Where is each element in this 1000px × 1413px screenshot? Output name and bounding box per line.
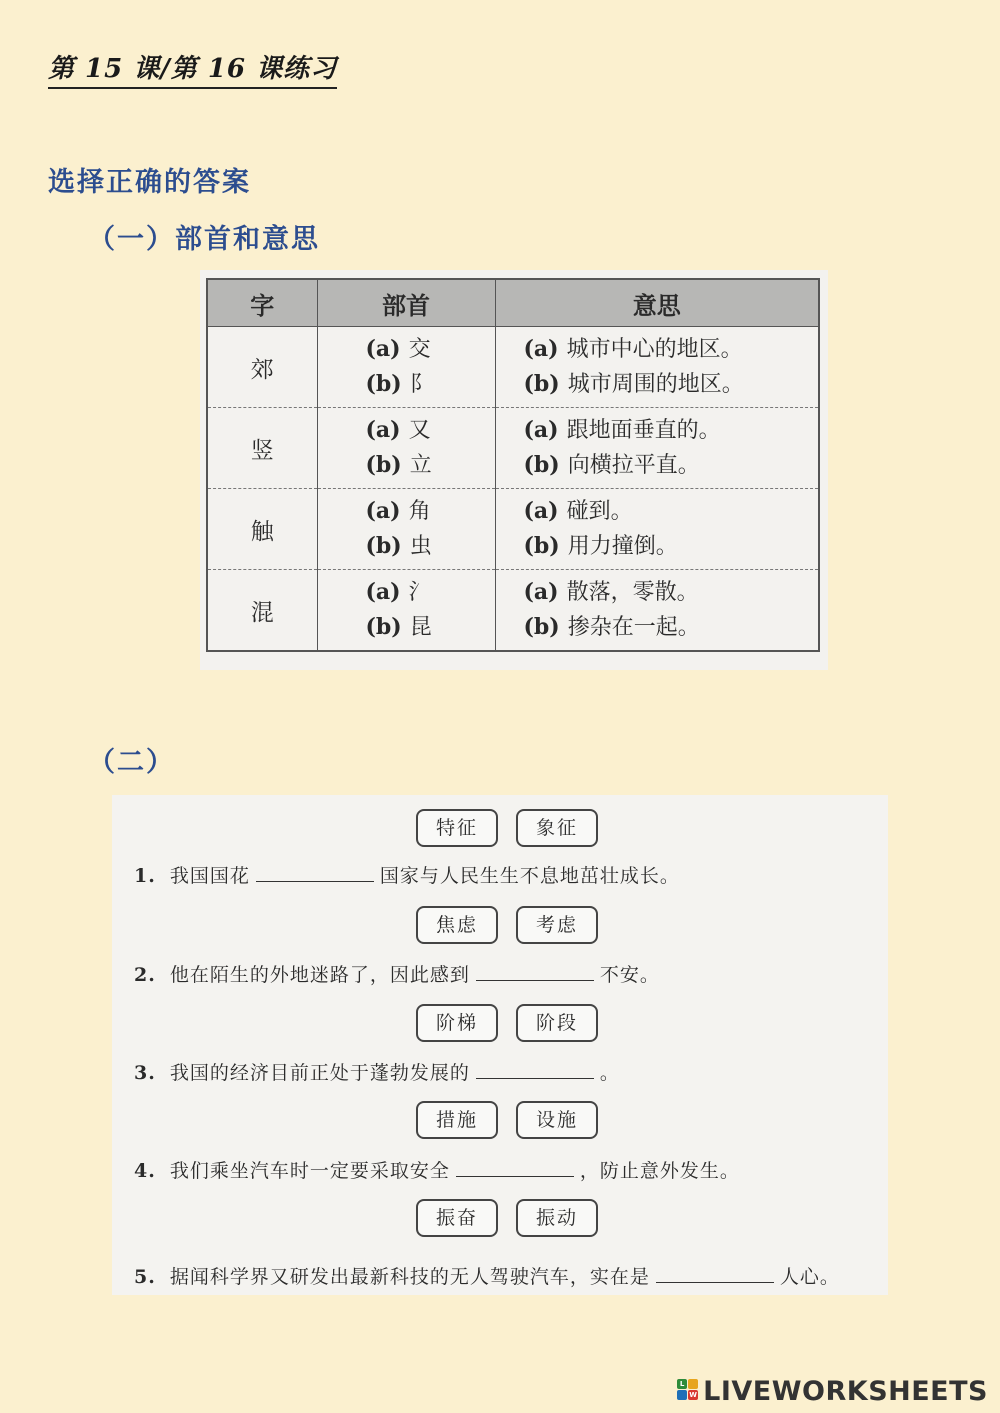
- word-choice-button[interactable]: 特征: [416, 809, 498, 847]
- char-cell: 郊: [207, 327, 317, 408]
- table-row: [207, 570, 819, 652]
- word-choice-button[interactable]: 焦虑: [416, 906, 498, 944]
- question-sentence: [134, 861, 680, 888]
- column-header-char: 字: [207, 279, 317, 327]
- word-choice-button[interactable]: 阶梯: [416, 1004, 498, 1042]
- liveworksheets-watermark: [677, 1376, 988, 1406]
- meaning-option[interactable]: [496, 529, 819, 564]
- char-cell: 触: [207, 489, 317, 570]
- option-text: 掺杂在一起。: [567, 615, 700, 640]
- column-header-radical: 部首: [317, 279, 495, 327]
- meaning-option[interactable]: [496, 494, 819, 529]
- word-choice-button[interactable]: 阶段: [516, 1004, 598, 1042]
- meaning-option[interactable]: [496, 367, 819, 402]
- radical-option[interactable]: [318, 413, 495, 448]
- radical-option[interactable]: [318, 332, 495, 367]
- option-text: 立: [409, 453, 432, 478]
- question-sentence: [134, 1262, 840, 1289]
- fill-in-panel: [112, 795, 888, 1295]
- option-text: 阝: [409, 372, 432, 397]
- option-text: 碰到。: [566, 499, 633, 524]
- meaning-options-cell: [495, 408, 819, 489]
- word-choice-button[interactable]: 设施: [516, 1101, 598, 1139]
- answer-blank[interactable]: [656, 1262, 774, 1283]
- section2-heading: （二）: [88, 747, 175, 778]
- option-label: (a): [523, 336, 559, 362]
- option-label: (b): [523, 371, 560, 397]
- option-text: 城市中心的地区。: [566, 337, 743, 362]
- option-label: (b): [523, 452, 560, 478]
- option-label: (b): [365, 452, 402, 478]
- sentence-before-blank: 据闻科学界又研发出最新科技的无人驾驶汽车，实在是: [169, 1266, 650, 1288]
- option-text: 散落，零散。: [566, 580, 699, 605]
- liveworksheets-logo-icon: L W: [677, 1379, 699, 1403]
- char-cell: 混: [207, 570, 317, 652]
- question-number: 3.: [134, 1062, 156, 1084]
- word-choice-button[interactable]: 象征: [516, 809, 598, 847]
- question-sentence: [134, 1058, 620, 1085]
- word-choice-button[interactable]: 振动: [516, 1199, 598, 1237]
- option-text: 向横拉平直。: [567, 453, 700, 478]
- sentence-before-blank: 我国的经济目前正处于蓬勃发展的: [169, 1062, 470, 1084]
- meaning-option[interactable]: [496, 413, 819, 448]
- meaning-options-cell: [495, 570, 819, 652]
- radical-options-cell: [317, 489, 495, 570]
- sentence-before-blank: 我国国花: [169, 865, 250, 887]
- sentence-after-blank: ，防止意外发生。: [579, 1160, 740, 1182]
- answer-blank[interactable]: [476, 1058, 594, 1079]
- sentence-before-blank: 他在陌生的外地迷路了，因此感到: [169, 964, 470, 986]
- option-text: 跟地面垂直的。: [566, 418, 721, 443]
- radical-table-panel: [200, 270, 828, 670]
- option-label: (a): [365, 579, 401, 605]
- sentence-after-blank: 不安。: [599, 964, 660, 986]
- question-number: 1.: [134, 865, 156, 887]
- instruction: 选择正确的答案: [48, 167, 251, 198]
- option-text: 交: [408, 337, 431, 362]
- radical-option[interactable]: [318, 367, 495, 402]
- option-text: 又: [408, 418, 431, 443]
- char-cell: 竖: [207, 408, 317, 489]
- option-label: (a): [365, 336, 401, 362]
- section1-heading: （一）部首和意思: [88, 224, 320, 255]
- option-text: 用力撞倒。: [567, 534, 678, 559]
- option-label: (a): [523, 498, 559, 524]
- option-label: (b): [523, 533, 560, 559]
- option-text: 昆: [409, 615, 432, 640]
- answer-blank[interactable]: [456, 1156, 574, 1177]
- sentence-before-blank: 我们乘坐汽车时一定要采取安全: [169, 1160, 450, 1182]
- radical-option[interactable]: [318, 610, 495, 645]
- radical-options-cell: [317, 327, 495, 408]
- table-header-row: [207, 279, 819, 327]
- option-text: 角: [408, 499, 431, 524]
- sentence-after-blank: 国家与人民生生不息地茁壮成长。: [379, 865, 680, 887]
- meaning-options-cell: [495, 327, 819, 408]
- option-label: (a): [523, 417, 559, 443]
- option-label: (b): [523, 614, 560, 640]
- watermark-text: LIVEWORKSHEETS: [703, 1375, 988, 1407]
- radical-option[interactable]: [318, 494, 495, 529]
- question-number: 5.: [134, 1266, 156, 1288]
- answer-blank[interactable]: [256, 861, 374, 882]
- radical-option[interactable]: [318, 529, 495, 564]
- question-sentence: [134, 960, 660, 987]
- option-label: (b): [365, 533, 402, 559]
- table-row: [207, 408, 819, 489]
- radical-options-cell: [317, 408, 495, 489]
- table-row: [207, 327, 819, 408]
- option-label: (a): [365, 417, 401, 443]
- option-label: (a): [365, 498, 401, 524]
- sentence-after-blank: 。: [599, 1062, 620, 1084]
- option-text: 氵: [408, 580, 431, 605]
- question-number: 2.: [134, 964, 156, 986]
- word-choice-button[interactable]: 措施: [416, 1101, 498, 1139]
- lesson-title: 第 15 课/第 16 课练习: [48, 48, 337, 89]
- option-label: (a): [523, 579, 559, 605]
- question-sentence: [134, 1156, 740, 1183]
- column-header-meaning: 意思: [495, 279, 819, 327]
- meaning-option[interactable]: [496, 332, 819, 367]
- option-label: (b): [365, 614, 402, 640]
- option-text: 虫: [409, 534, 432, 559]
- option-label: (b): [365, 371, 402, 397]
- answer-blank[interactable]: [476, 960, 594, 981]
- radical-option[interactable]: [318, 448, 495, 483]
- radical-table: [206, 278, 820, 652]
- table-body: [207, 327, 819, 652]
- meaning-options-cell: [495, 489, 819, 570]
- word-choice-button[interactable]: 考虑: [516, 906, 598, 944]
- radical-options-cell: [317, 570, 495, 652]
- meaning-option[interactable]: [496, 610, 819, 645]
- word-choice-button[interactable]: 振奋: [416, 1199, 498, 1237]
- question-number: 4.: [134, 1160, 156, 1182]
- meaning-option[interactable]: [496, 448, 819, 483]
- table-row: [207, 489, 819, 570]
- meaning-option[interactable]: [496, 575, 819, 610]
- sentence-after-blank: 人心。: [779, 1266, 840, 1288]
- option-text: 城市周围的地区。: [567, 372, 744, 397]
- radical-option[interactable]: [318, 575, 495, 610]
